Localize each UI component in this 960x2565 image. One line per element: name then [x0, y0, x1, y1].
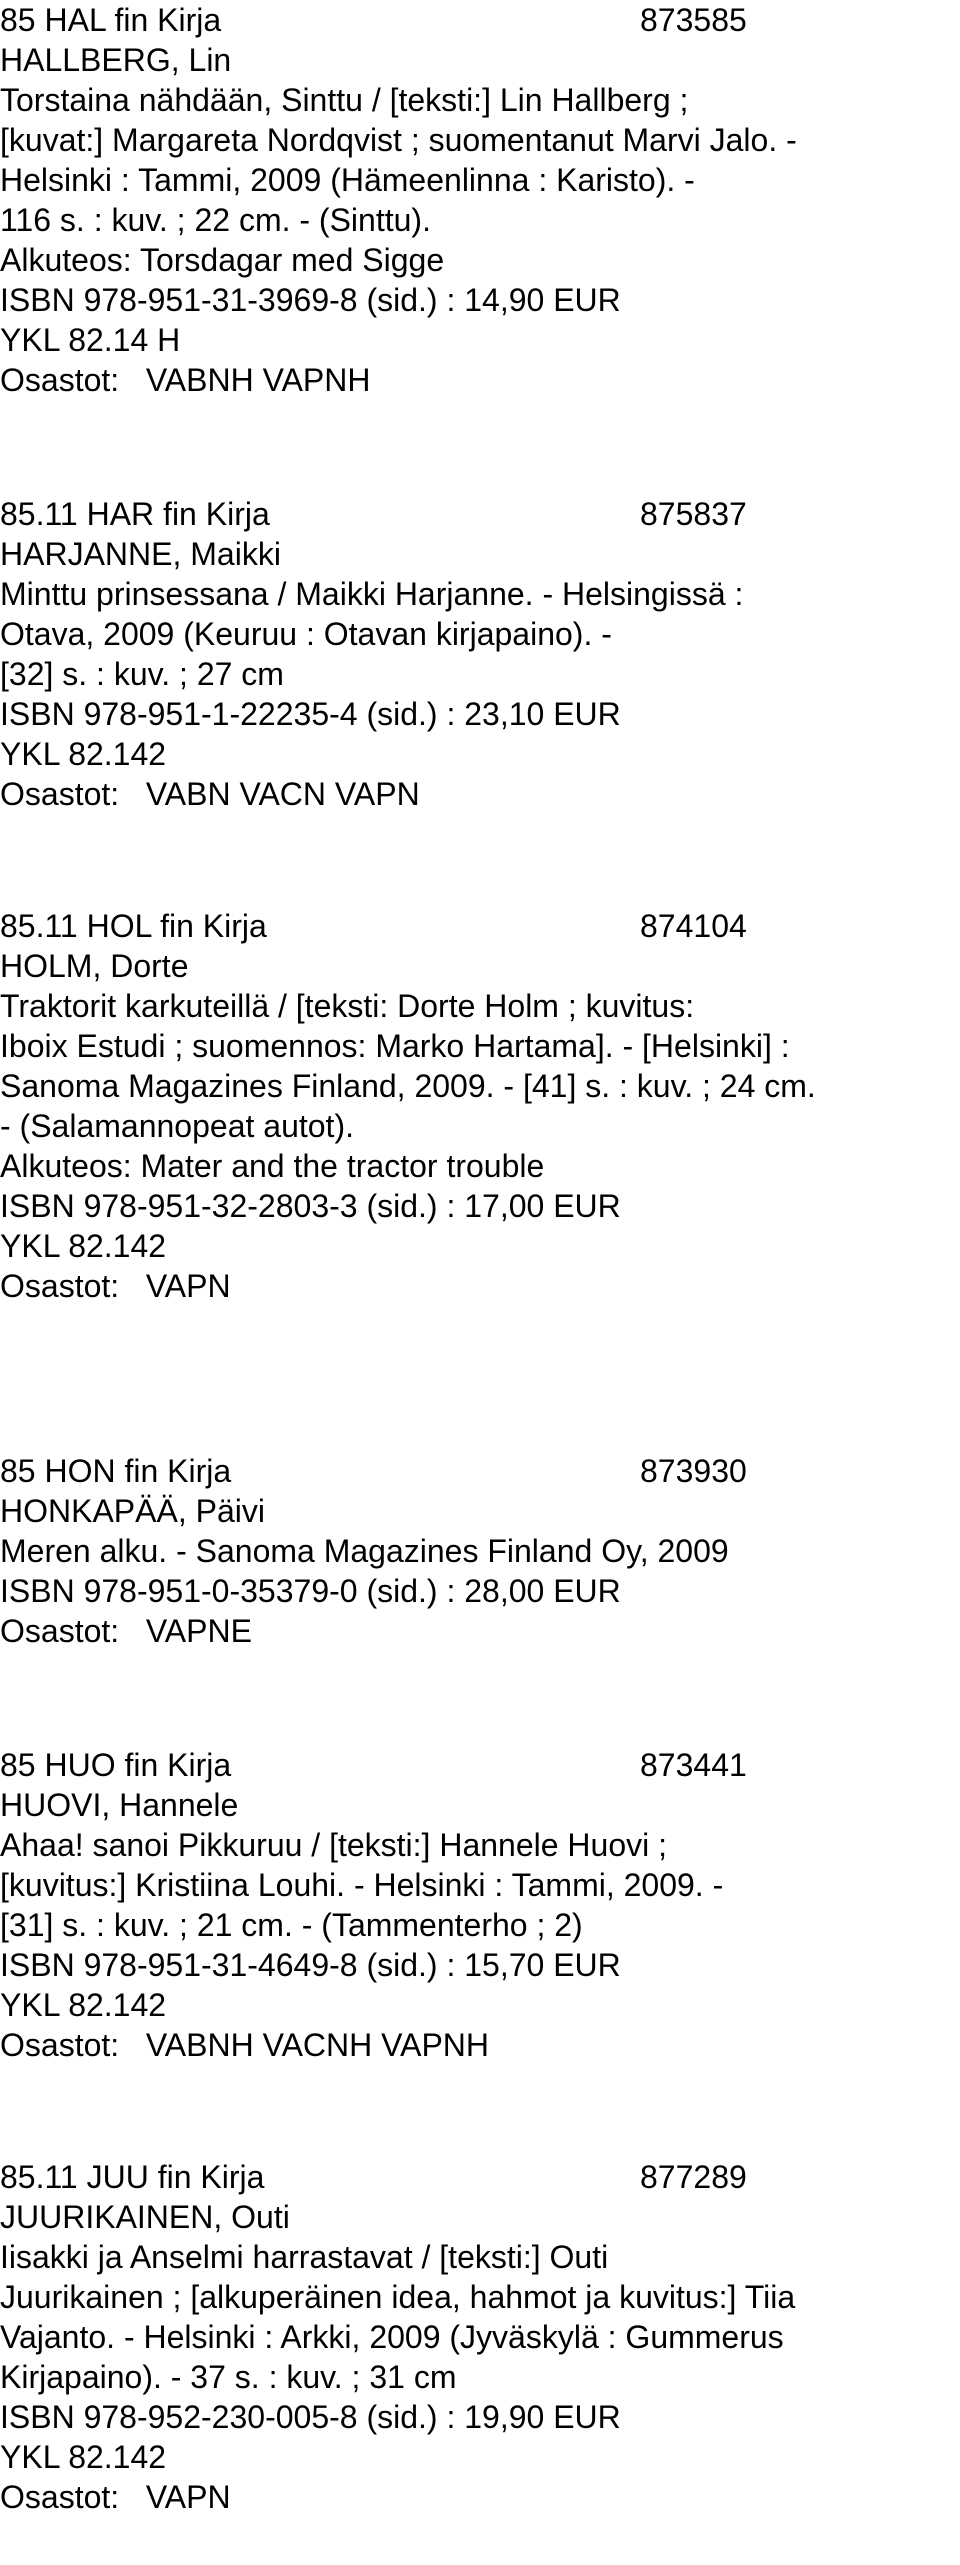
ykl-class: YKL 82.142: [0, 736, 167, 772]
record-header: [0, 1451, 960, 1491]
title-line: Ahaa! sanoi Pikkuruu / [teksti:] Hannele Huovi ;: [0, 1827, 668, 1863]
record-id: 877289: [640, 2159, 747, 2195]
departments: Osastot: VABNH VACNH VAPNH: [0, 2027, 489, 2063]
record-id: 873930: [640, 1453, 747, 1489]
call-number: 85 HAL fin Kirja: [0, 2, 222, 38]
title-line: Traktorit karkuteillä / [teksti: Dorte Holm ; kuvitus:: [0, 988, 695, 1024]
isbn-price: ISBN 978-951-0-35379-0 (sid.) : 28,00 EUR: [0, 1573, 621, 1609]
record-id: 875837: [640, 496, 747, 532]
record-header: [0, 1745, 960, 1785]
isbn-price: ISBN 978-951-32-2803-3 (sid.) : 17,00 EUR: [0, 1188, 621, 1224]
ykl-class: YKL 82.142: [0, 1987, 167, 2023]
author: HOLM, Dorte: [0, 948, 189, 984]
record-id: 873585: [640, 2, 747, 38]
departments: Osastot: VAPN: [0, 1268, 231, 1304]
record-header: [0, 0, 960, 40]
title-line: [kuvat:] Margareta Nordqvist ; suomentanut Marvi Jalo. -: [0, 122, 797, 158]
author: HUOVI, Hannele: [0, 1787, 239, 1823]
extent-line: Kirjapaino). - 37 s. : kuv. ; 31 cm: [0, 2359, 457, 2395]
call-number: 85.11 JUU fin Kirja: [0, 2159, 265, 2195]
original-title: Alkuteos: Mater and the tractor trouble: [0, 1148, 545, 1184]
record-id: 874104: [640, 908, 747, 944]
isbn-price: ISBN 978-952-230-005-8 (sid.) : 19,90 EUR: [0, 2399, 621, 2435]
title-line: Torstaina nähdään, Sinttu / [teksti:] Lin Hallberg ;: [0, 82, 689, 118]
departments: Osastot: VABN VACN VAPN: [0, 776, 420, 812]
author: HARJANNE, Maikki: [0, 536, 281, 572]
original-title: Alkuteos: Torsdagar med Sigge: [0, 242, 445, 278]
publication-line: Sanoma Magazines Finland, 2009. - [41] s. : kuv. ; 24 cm.: [0, 1068, 816, 1104]
record-header: [0, 906, 960, 946]
call-number: 85 HUO fin Kirja: [0, 1747, 232, 1783]
call-number: 85.11 HAR fin Kirja: [0, 496, 270, 532]
ykl-class: YKL 82.142: [0, 2439, 167, 2475]
title-line: Minttu prinsessana / Maikki Harjanne. - Helsingissä :: [0, 576, 744, 612]
title-line: Iboix Estudi ; suomennos: Marko Hartama]. - [Helsinki] :: [0, 1028, 790, 1064]
departments: Osastot: VAPNE: [0, 1613, 252, 1649]
publication-line: Vajanto. - Helsinki : Arkki, 2009 (Jyväskylä : Gummerus: [0, 2319, 784, 2355]
title-line: Iisakki ja Anselmi harrastavat / [teksti:] Outi: [0, 2239, 609, 2275]
publication-line: Helsinki : Tammi, 2009 (Hämeenlinna : Karisto). -: [0, 162, 695, 198]
record-header: [0, 494, 960, 534]
call-number: 85.11 HOL fin Kirja: [0, 908, 267, 944]
title-line: Juurikainen ; [alkuperäinen idea, hahmot ja kuvitus:] Tiia: [0, 2279, 796, 2315]
isbn-price: ISBN 978-951-31-3969-8 (sid.) : 14,90 EUR: [0, 282, 621, 318]
title-line: [kuvitus:] Kristiina Louhi. - Helsinki : Tammi, 2009. -: [0, 1867, 724, 1903]
extent-line: 116 s. : kuv. ; 22 cm. - (Sinttu).: [0, 202, 431, 238]
extent-line: [31] s. : kuv. ; 21 cm. - (Tammenterho ; 2): [0, 1907, 583, 1943]
departments: Osastot: VABNH VAPNH: [0, 362, 371, 398]
publication-line: Otava, 2009 (Keuruu : Otavan kirjapaino). -: [0, 616, 612, 652]
isbn-price: ISBN 978-951-1-22235-4 (sid.) : 23,10 EUR: [0, 696, 621, 732]
author: JUURIKAINEN, Outi: [0, 2199, 290, 2235]
series-line: - (Salamannopeat autot).: [0, 1108, 354, 1144]
extent-line: [32] s. : kuv. ; 27 cm: [0, 656, 284, 692]
author: HONKAPÄÄ, Päivi: [0, 1493, 265, 1529]
isbn-price: ISBN 978-951-31-4649-8 (sid.) : 15,70 EUR: [0, 1947, 621, 1983]
record-id: 873441: [640, 1747, 747, 1783]
record-header: [0, 2157, 960, 2197]
author: HALLBERG, Lin: [0, 42, 232, 78]
departments: Osastot: VAPN: [0, 2479, 231, 2515]
ykl-class: YKL 82.142: [0, 1228, 167, 1264]
ykl-class: YKL 82.14 H: [0, 322, 181, 358]
call-number: 85 HON fin Kirja: [0, 1453, 232, 1489]
title-line: Meren alku. - Sanoma Magazines Finland Oy, 2009: [0, 1533, 729, 1569]
